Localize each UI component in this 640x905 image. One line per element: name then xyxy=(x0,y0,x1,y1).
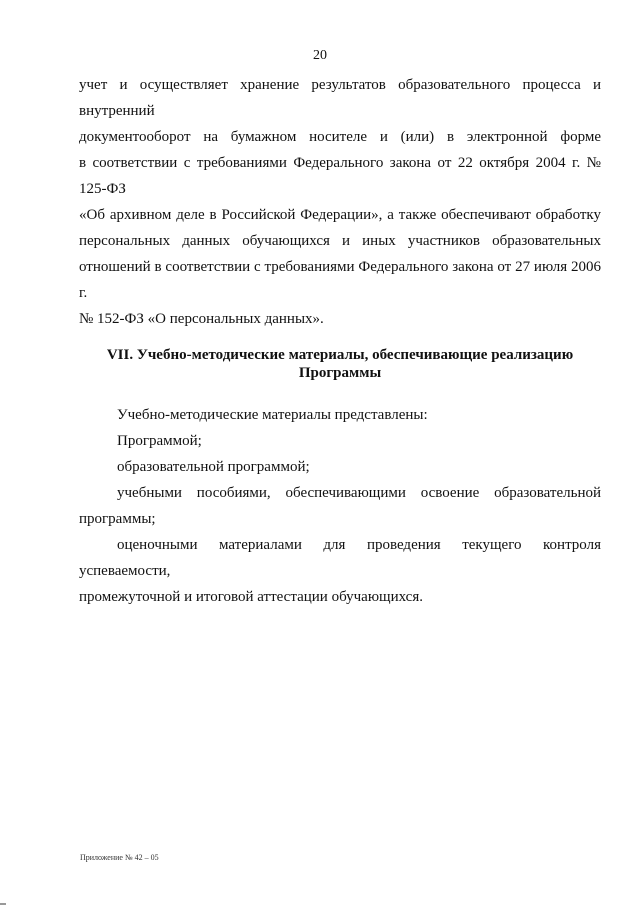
paragraph-line: отношений в соответствии с требованиями Федерального закона от 27 июля 2006 г. xyxy=(79,259,601,301)
materials-intro: Учебно-методические материалы представлены: xyxy=(117,407,428,423)
materials-item-line: программы; xyxy=(79,511,156,527)
page-number: 20 xyxy=(313,48,327,63)
materials-item-line: оценочными материалами для проведения текущего контроля успеваемости, xyxy=(79,537,601,579)
section-heading xyxy=(79,346,601,382)
section-heading-line-1: VII. Учебно-методические материалы, обеспечивающие реализацию xyxy=(106,347,574,363)
paragraph-line: документооборот на бумажном носителе и (или) в электронной форме xyxy=(79,129,601,145)
materials-item-textbooks xyxy=(79,480,601,532)
materials-item-line: промежуточной и итоговой аттестации обучающихся. xyxy=(79,589,423,605)
materials-item-assessment xyxy=(79,532,601,610)
materials-item-program: Программой; xyxy=(117,433,202,449)
paragraph-line: в соответствии с требованиями Федерального закона от 22 октября 2004 г. № 125-ФЗ xyxy=(79,155,601,197)
paragraph-line: «Об архивном деле в Российской Федерации», а также обеспечивают обработку xyxy=(79,207,601,223)
materials-item-educational-program: образовательной программой; xyxy=(117,459,310,475)
paragraph-line: № 152-ФЗ «О персональных данных». xyxy=(79,311,324,327)
section-heading-line-2: Программы xyxy=(298,365,382,381)
document-body xyxy=(79,72,601,610)
paragraph-line: персональных данных обучающихся и иных участников образовательных xyxy=(79,233,601,249)
paragraph-line: учет и осуществляет хранение результатов образовательного процесса и внутренний xyxy=(79,77,601,119)
materials-item-line: учебными пособиями, обеспечивающими освоение образовательной xyxy=(117,485,601,501)
footer-note: Приложение № 42 – 05 xyxy=(80,853,159,862)
paragraph-archive-records xyxy=(79,72,601,332)
